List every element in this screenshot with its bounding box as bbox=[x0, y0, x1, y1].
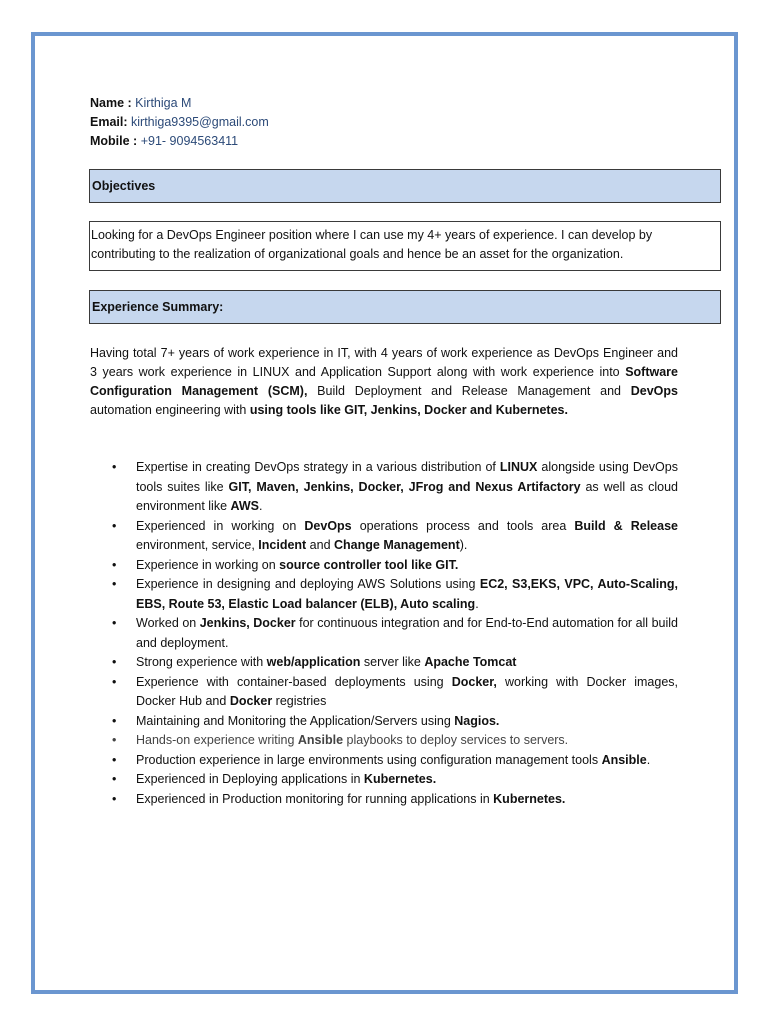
mobile-value: +91- 9094563411 bbox=[140, 134, 239, 148]
text-run: environment, service, bbox=[136, 538, 259, 552]
objectives-heading bbox=[89, 169, 721, 203]
text-run: Experienced in Production monitoring for running applications in bbox=[136, 791, 494, 806]
bold-text: Kubernetes. bbox=[363, 772, 437, 786]
experience-summary-heading-text: Experience Summary: bbox=[92, 300, 224, 314]
text-run: ). bbox=[459, 538, 468, 552]
experience-summary-paragraph bbox=[90, 344, 678, 420]
bold-text: LINUX bbox=[499, 460, 538, 474]
mobile-label: Mobile : bbox=[90, 134, 138, 148]
bullet-icon: • bbox=[112, 772, 117, 786]
bullet-icon: • bbox=[112, 518, 117, 533]
bullet-icon: • bbox=[112, 733, 117, 747]
email-value[interactable]: kirthiga9395@gmail.com bbox=[131, 115, 269, 129]
list-item bbox=[110, 731, 678, 751]
list-item bbox=[110, 556, 678, 576]
bold-text: web/application bbox=[266, 655, 361, 669]
bold-text: Incident bbox=[258, 538, 307, 552]
bullet-icon: • bbox=[112, 616, 117, 630]
name-line bbox=[90, 94, 269, 113]
objectives-box bbox=[89, 221, 721, 271]
bold-text: DevOps bbox=[630, 384, 678, 398]
objectives-text: Looking for a DevOps Engineer position where I can use my 4+ years of experience. I can develop by contributing to the realization of organizational goals and hence be an asset for the organization. bbox=[91, 228, 653, 261]
email-label: Email: bbox=[90, 115, 128, 129]
text-run: Experienced in Deploying applications in bbox=[136, 772, 364, 786]
list-item bbox=[110, 790, 678, 810]
bullet-icon: • bbox=[112, 577, 117, 591]
list-item bbox=[110, 751, 678, 771]
email-line bbox=[90, 113, 269, 132]
text-run: automation engineering with bbox=[90, 403, 250, 417]
name-label: Name : bbox=[90, 96, 132, 110]
experience-summary-heading bbox=[89, 290, 721, 324]
bold-text: Docker bbox=[229, 694, 273, 708]
bullet-icon: • bbox=[112, 674, 117, 689]
list-item bbox=[110, 673, 678, 712]
bold-text: Change Management bbox=[334, 538, 460, 552]
text-run: as well as cloud environment like bbox=[136, 479, 678, 513]
contact-block bbox=[90, 94, 269, 151]
objectives-heading-text: Objectives bbox=[92, 179, 156, 193]
list-item bbox=[110, 770, 678, 790]
text-run: alongside using DevOps tools suites like bbox=[136, 460, 678, 494]
bullet-icon: • bbox=[112, 752, 117, 767]
name-value: Kirthiga M bbox=[135, 96, 192, 110]
bullet-icon: • bbox=[112, 655, 117, 669]
text-run: . bbox=[258, 499, 263, 513]
bold-text: Software Configuration Management (SCM), bbox=[90, 365, 678, 398]
text-run: Production experience in large environments using configuration management tools bbox=[136, 752, 602, 767]
bold-text: Kubernetes. bbox=[493, 791, 566, 806]
text-run: operations process and tools area bbox=[351, 518, 575, 533]
text-run: Strong experience with bbox=[136, 655, 267, 669]
text-run: working with Docker images, Docker Hub and bbox=[136, 674, 678, 708]
bold-text: Docker, bbox=[451, 674, 497, 689]
text-run: registries bbox=[272, 694, 327, 708]
bold-text: EC2, S3,EKS, VPC, Auto-Scaling, EBS, Route 53, Elastic Load balancer (ELB), Auto scaling bbox=[136, 577, 679, 611]
list-item bbox=[110, 653, 678, 673]
text-run: Hands-on experience writing bbox=[136, 733, 298, 747]
text-run: playbooks to deploy services to servers. bbox=[343, 733, 569, 747]
bold-text: source controller tool like GIT. bbox=[279, 557, 459, 572]
bold-text: Nagios. bbox=[454, 713, 500, 728]
bold-text: Build & Release bbox=[574, 518, 678, 533]
bold-text: GIT, Maven, Jenkins, Docker, JFrog and Nexus Artifactory bbox=[228, 479, 581, 494]
text-run: Experience in designing and deploying AWS Solutions using bbox=[136, 577, 480, 591]
bold-text: using tools like GIT, Jenkins, Docker and Kubernetes. bbox=[249, 403, 568, 417]
bold-text: Jenkins, Docker bbox=[199, 616, 296, 630]
bold-text: Apache Tomcat bbox=[424, 655, 517, 669]
text-run: Experience in working on bbox=[136, 557, 280, 572]
text-run: Build Deployment and Release Management and bbox=[307, 384, 631, 398]
text-run: and bbox=[306, 538, 335, 552]
list-item bbox=[110, 575, 678, 614]
text-run: Experience with container-based deployments using bbox=[136, 674, 452, 689]
bold-text: DevOps bbox=[304, 518, 352, 533]
bold-text: Ansible bbox=[601, 752, 647, 767]
text-run: Having total 7+ years of work experience in IT, with 4 years of work experience as DevOps Engineer and 3 years work experience in LINUX and Application Support along with work experience into bbox=[90, 346, 678, 379]
bullet-icon: • bbox=[112, 557, 117, 572]
list-item bbox=[110, 712, 678, 732]
text-run: Experienced in working on bbox=[136, 518, 305, 533]
mobile-line bbox=[90, 132, 269, 151]
list-item bbox=[110, 614, 678, 653]
experience-bullet-list bbox=[110, 458, 678, 809]
text-run: Maintaining and Monitoring the Application/Servers using bbox=[136, 713, 455, 728]
list-item bbox=[110, 517, 678, 556]
list-item bbox=[110, 458, 678, 517]
bold-text: AWS bbox=[230, 499, 259, 513]
bullet-icon: • bbox=[112, 791, 117, 806]
text-run: . bbox=[475, 596, 479, 611]
text-run: Worked on bbox=[136, 616, 200, 630]
text-run: . bbox=[646, 752, 651, 767]
text-run: Expertise in creating DevOps strategy in a various distribution of bbox=[136, 460, 500, 474]
bullet-icon: • bbox=[112, 460, 117, 474]
text-run: for continuous integration and for End-to-End automation for all build and deployment. bbox=[136, 616, 678, 650]
text-run: server like bbox=[360, 655, 425, 669]
bold-text: Ansible bbox=[297, 733, 344, 747]
bullet-icon: • bbox=[112, 713, 117, 728]
